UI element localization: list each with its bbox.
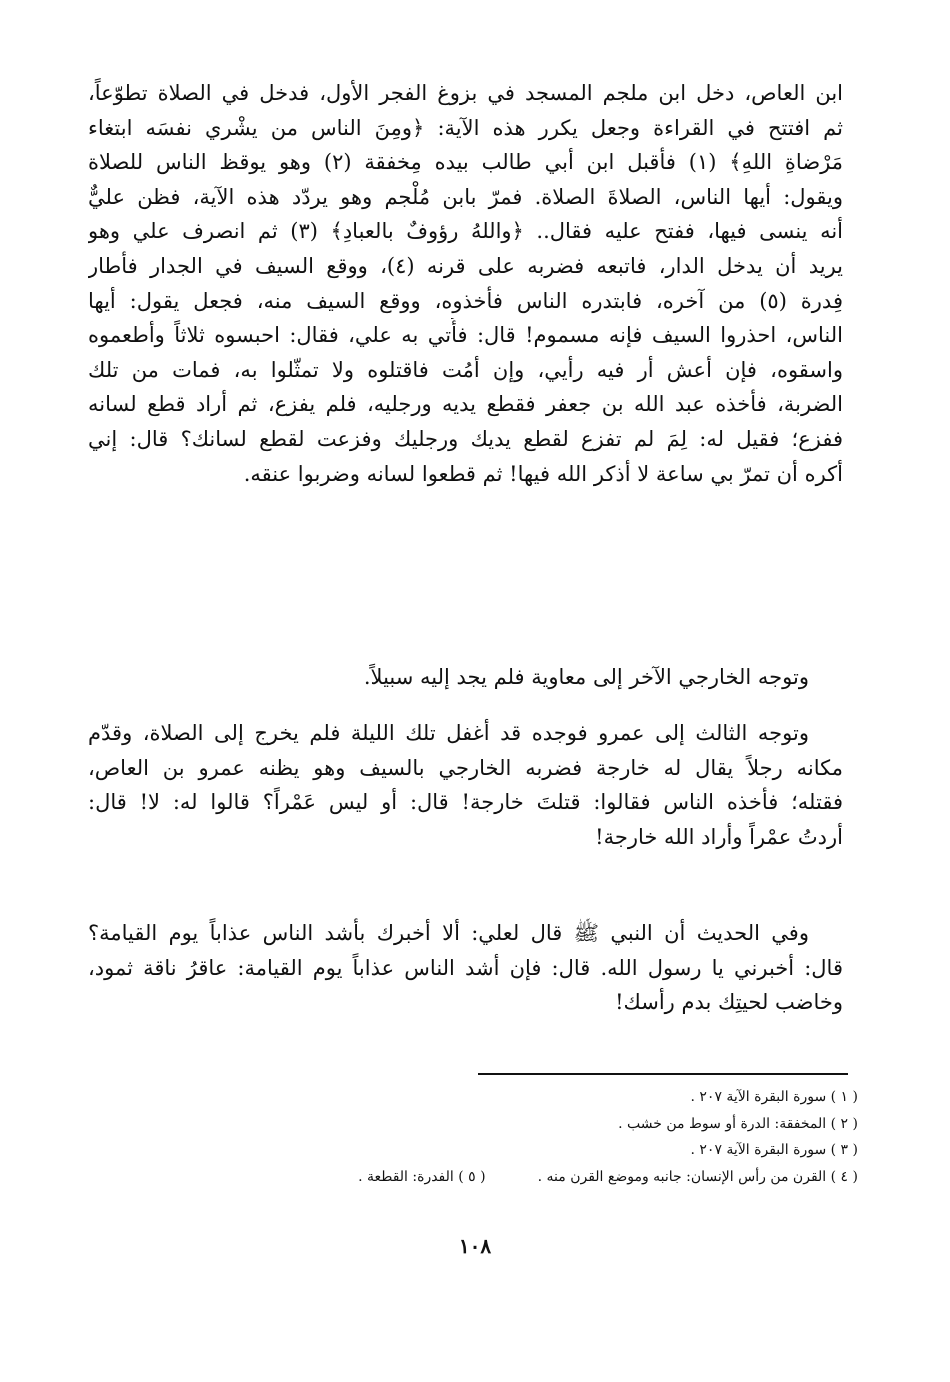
footnote-2: ( ٢ ) المخفقة: الدرة أو سوط من خشب . (618, 1115, 858, 1132)
footnote-3: ( ٣ ) سورة البقرة الآية ٢٠٧ . (690, 1142, 858, 1158)
paragraph-4 (88, 916, 843, 1020)
text-line: مَرْضاةِ اللهِ﴾ (١) فأقبل ابن أبي طالب بيده مِخفقة (٢) وهو يوقظ الناس للصلاة (88, 150, 843, 175)
paragraph-1 (88, 76, 843, 491)
footnote-1: ( ١ ) سورة البقرة الآية ٢٠٧ . (690, 1089, 858, 1105)
text-line: ثم افتتح في القراءة وجعل يكرر هذه الآية: ﴿ومِنَ الناس من يشْري نفسَه ابتغاء (88, 115, 843, 140)
text-line: وتوجه الثالث إلى عمرو فوجده قد أغفل تلك الليلة فلم يخرج إلى الصلاة، وقدّم (88, 721, 809, 745)
footnote-5: ( ٥ ) الفدرة: القطعة . (358, 1168, 486, 1185)
footnotes (298, 1084, 858, 1190)
paragraph-3 (88, 716, 843, 854)
text-line: يريد أن يدخل الدار، فاتبعه فضربه على قرنه (٤)، ووقع السيف في الجدار فأطار (88, 253, 843, 278)
text-line: فقتله؛ فأخذه الناس فقالوا: قتلتَ خارجة! قال: أو ليس عَمْراً؟ قالوا له: لا! قال: (88, 790, 843, 815)
text-line: ابن العاص، دخل ابن ملجم المسجد في بزوغ الفجر الأول، فدخل في الصلاة تطوّعاً، (88, 81, 843, 105)
footnote-4: ( ٤ ) القرن من رأس الإنسان: جانبه وموضع القرن منه . (537, 1168, 858, 1185)
text-line: فِدرة (٥) من آخره، فابتدره الناس فأخذوه، ووقع السيف منه، فجعل يقول: أيها (88, 288, 843, 313)
text-line: الضربة، فأخذه عبد الله بن جعفر فقطع يديه ورجليه، فلم يفزع، ثم أراد قطع لسانه (88, 392, 843, 417)
page-number: ١٠٨ (458, 1234, 492, 1258)
text-line: أنه ينسى فيها، ففتح عليه فقال.. ﴿واللهُ رؤوفٌ بالعبادِ﴾ (٣) ثم انصرف علي وهو (88, 219, 843, 244)
text-line: أكره أن تمرّ بي ساعة لا أذكر الله فيها! ثم قطعوا لسانه وضربوا عنقه. (243, 461, 843, 486)
text-line: ففزع؛ فقيل له: لِمَ لم تفزع لقطع يديك ورجليك وفزعت لقطع لسانك؟ قال: إني (88, 426, 843, 451)
text-line: ويقول: أيها الناس، الصلاةَ الصلاة. فمرّ بابن مُلْجم وهو يردّد هذه الآية، فظن عليٌّ (88, 184, 843, 209)
text-line: مكانه رجلاً يقال له خارجة فضربه الخارجي بالسيف وهو يظنه عمرو بن العاص، (88, 755, 843, 780)
footnote-divider (478, 1073, 848, 1075)
text-line: وتوجه الخارجي الآخر إلى معاوية فلم يجد إليه سبيلاً. (363, 665, 809, 689)
text-line: أردتُ عمْراً وأراد الله خارجة! (595, 824, 843, 849)
text-line: وفي الحديث أن النبي ﷺ قال لعلي: ألا أخبرك بأشد الناس عذاباً يوم القيامة؟ (88, 921, 809, 945)
text-line: قال: أخبرني يا رسول الله. قال: فإن أشد الناس عذاباً يوم القيامة: عاقرُ ناقة ثمود، (88, 955, 843, 980)
paragraph-2 (88, 660, 843, 695)
footnote-row (298, 1164, 858, 1191)
text-line: الناس، احذروا السيف فإنه مسموم! قال: فأُتي به علي، فقال: احبسوه ثلاثاً وأطعموه (88, 323, 843, 348)
text-line: وخاضب لحيتِك بدم رأسك! (615, 990, 843, 1015)
text-line: واسقوه، فإن أعش أر فيه رأيي، وإن أمُت فاقتلوه ولا تمثّلوا به، فمات من تلك (88, 357, 843, 382)
